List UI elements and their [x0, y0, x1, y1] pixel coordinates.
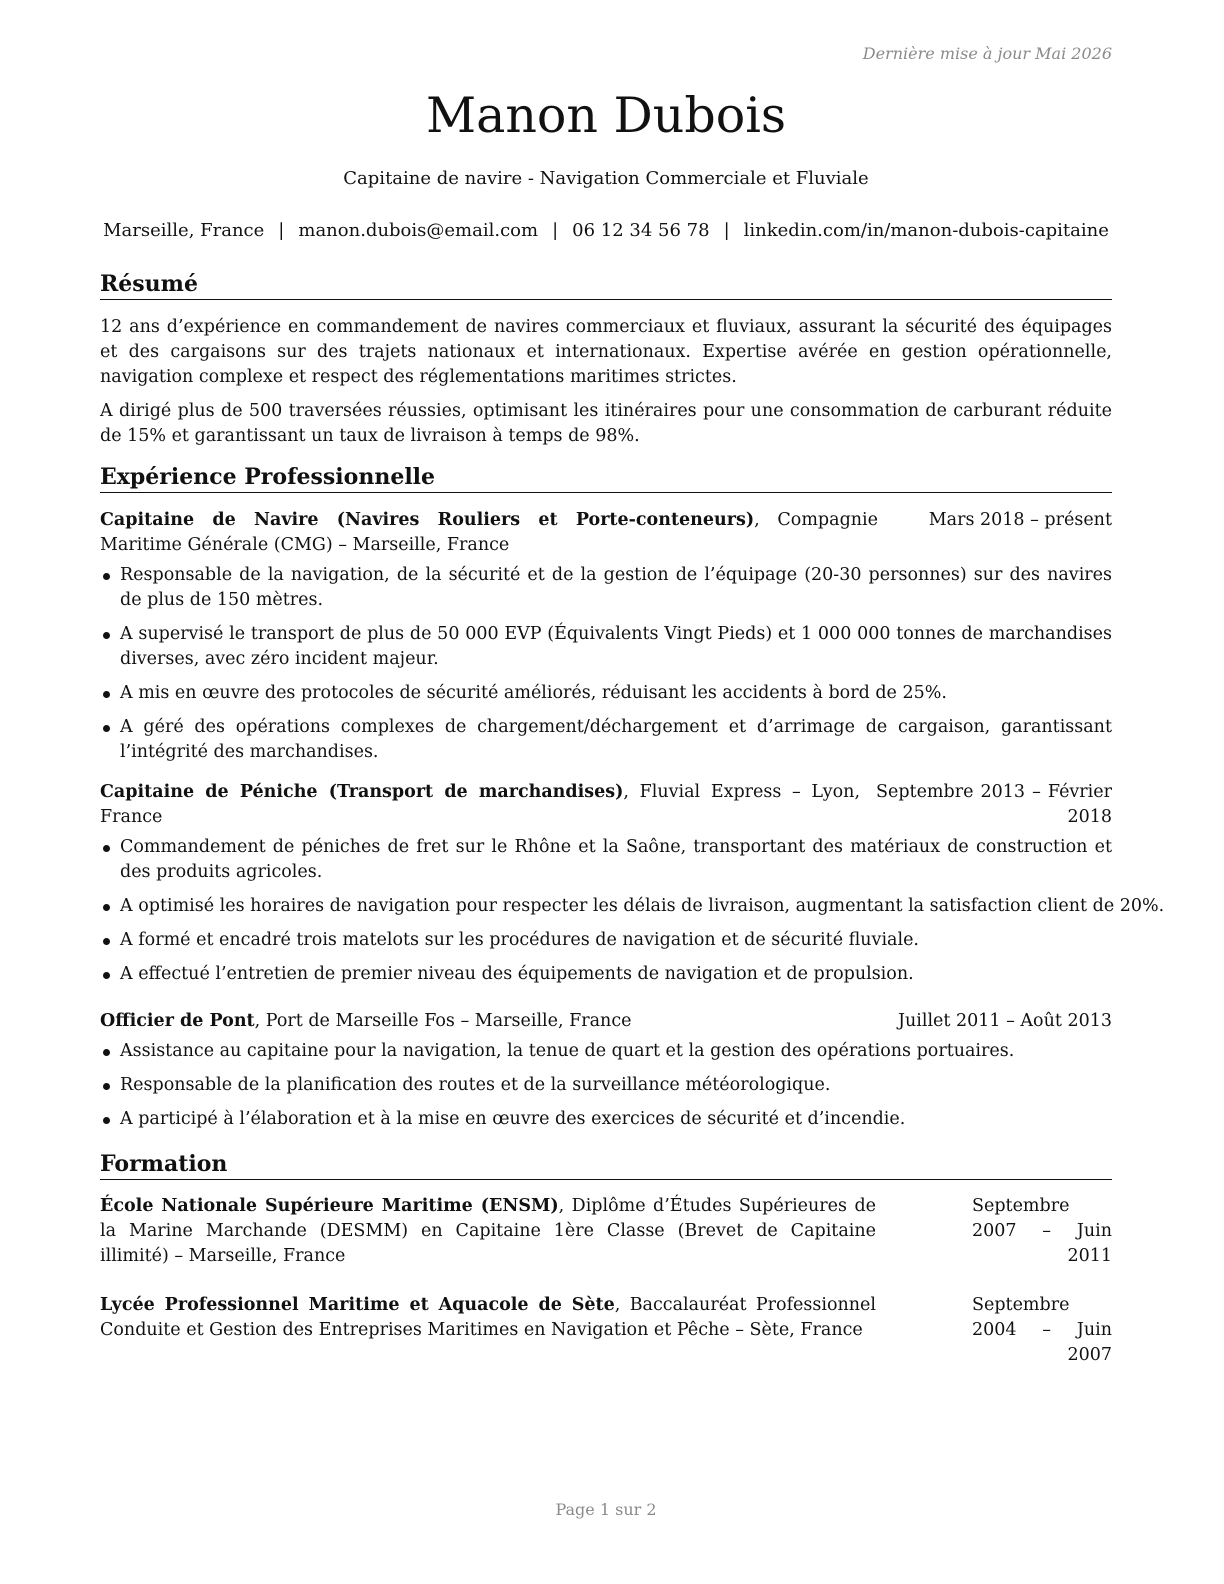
job-bullets [100, 1039, 1112, 1141]
contact-separator: | [723, 220, 730, 241]
contact-linkedin[interactable]: linkedin.com/in/manon-dubois-capitaine [743, 220, 1109, 241]
list-item: A géré des opérations complexes de chargement/déchargement et d’arrimage de cargaison, garantissant l’intégrité des marchandises. [100, 715, 1112, 765]
candidate-title: Capitaine de navire - Navigation Commerciale et Fluviale [343, 168, 869, 189]
contact-phone: 06 12 34 56 78 [572, 220, 710, 241]
contact-separator: | [278, 220, 285, 241]
contact-separator: | [552, 220, 559, 241]
education-school: Lycée Professionnel Maritime et Aquacole de Sète [100, 1295, 615, 1315]
job-title-line [100, 1009, 860, 1034]
list-item: Assistance au capitaine pour la navigation, la tenue de quart et la gestion des opérations portuaires. [100, 1039, 1112, 1064]
job-organization: , Port de Marseille Fos – Marseille, France [254, 1011, 632, 1031]
list-item: Commandement de péniches de fret sur le Rhône et la Saône, transportant des matériaux de construction et des produits agricoles. [100, 835, 1112, 885]
job-dates: Juillet 2011 – Août 2013 [897, 1011, 1112, 1031]
list-item: Responsable de la planification des routes et de la surveillance météorologique. [100, 1073, 1112, 1098]
job-organization: , Fluvial Express – Lyon, France [100, 782, 861, 827]
resume-page [100, 0, 1165, 1584]
education-title-line [100, 1293, 876, 1343]
list-item: A optimisé les horaires de navigation pour respecter les délais de livraison, augmentant la satisfaction client de 20%. [100, 894, 1112, 919]
page-number: Page 1 sur 2 [555, 1500, 657, 1519]
list-item: A formé et encadré trois matelots sur les procédures de navigation et de sécurité fluviale. [100, 928, 1112, 953]
education-dates: Septembre 2004 – Juin 2007 [972, 1295, 1112, 1365]
list-item: Responsable de la navigation, de la sécurité et de la gestion de l’équipage (20-30 personnes) sur des navires de plus de 150 mètres. [100, 563, 1112, 613]
education-detail: , Baccalauréat Professionnel Conduite et Gestion des Entreprises Maritimes en Navigation et Pêche – Sète, France [100, 1295, 876, 1340]
job-dates: Mars 2018 – présent [928, 510, 1112, 530]
contact-line [100, 218, 1112, 244]
job-bullets [100, 835, 1165, 996]
job-title-line [100, 508, 878, 558]
last-updated-note: Dernière mise à jour Mai 2026 [862, 44, 1112, 63]
list-item: A mis en œuvre des protocoles de sécurité améliorés, réduisant les accidents à bord de 25%. [100, 681, 1112, 706]
section-heading-experience: Expérience Professionnelle [100, 463, 1112, 493]
candidate-name: Manon Dubois [425, 87, 787, 144]
section-heading-education: Formation [100, 1150, 1112, 1180]
education-school: École Nationale Supérieure Maritime (ENSM) [100, 1196, 559, 1216]
job-role: Capitaine de Péniche (Transport de marchandises) [100, 782, 624, 802]
job-bullets [100, 563, 1112, 774]
list-item: A effectué l’entretien de premier niveau des équipements de navigation et de propulsion. [100, 962, 1112, 987]
education-dates: Septembre 2007 – Juin 2011 [972, 1196, 1112, 1266]
section-heading-summary: Résumé [100, 270, 1112, 300]
summary-paragraph: A dirigé plus de 500 traversées réussies, optimisant les itinéraires pour une consommation de carburant réduite de 15% et garantissant un taux de livraison à temps de 98%. [100, 401, 1112, 446]
job-dates: Septembre 2013 – Février 2018 [876, 782, 1112, 827]
job-role: Capitaine de Navire (Navires Rouliers et Porte-conteneurs) [100, 510, 755, 530]
contact-email[interactable]: manon.dubois@email.com [298, 220, 539, 241]
job-organization: , Compagnie Maritime Générale (CMG) – Marseille, France [100, 510, 878, 555]
list-item: A participé à l’élaboration et à la mise en œuvre des exercices de sécurité et d’incendie. [100, 1107, 1112, 1132]
job-role: Officier de Pont [100, 1011, 255, 1031]
job-title-line [100, 780, 860, 830]
contact-location: Marseille, France [103, 220, 265, 241]
education-title-line [100, 1194, 876, 1269]
list-item: A supervisé le transport de plus de 50 000 EVP (Équivalents Vingt Pieds) et 1 000 000 tonnes de marchandises diverses, avec zéro incident majeur. [100, 622, 1112, 672]
education-detail: , Diplôme d’Études Supérieures de la Marine Marchande (DESMM) en Capitaine 1ère Classe (Brevet de Capitaine illimité) – Marseille, France [100, 1196, 877, 1266]
summary-paragraph: 12 ans d’expérience en commandement de navires commerciaux et fluviaux, assurant la sécurité des équipages et des cargaisons sur des trajets nationaux et internationaux. Expertise avérée en gestion opérationnelle, navigation complexe et respect des réglementations maritimes strictes. [100, 317, 1112, 387]
